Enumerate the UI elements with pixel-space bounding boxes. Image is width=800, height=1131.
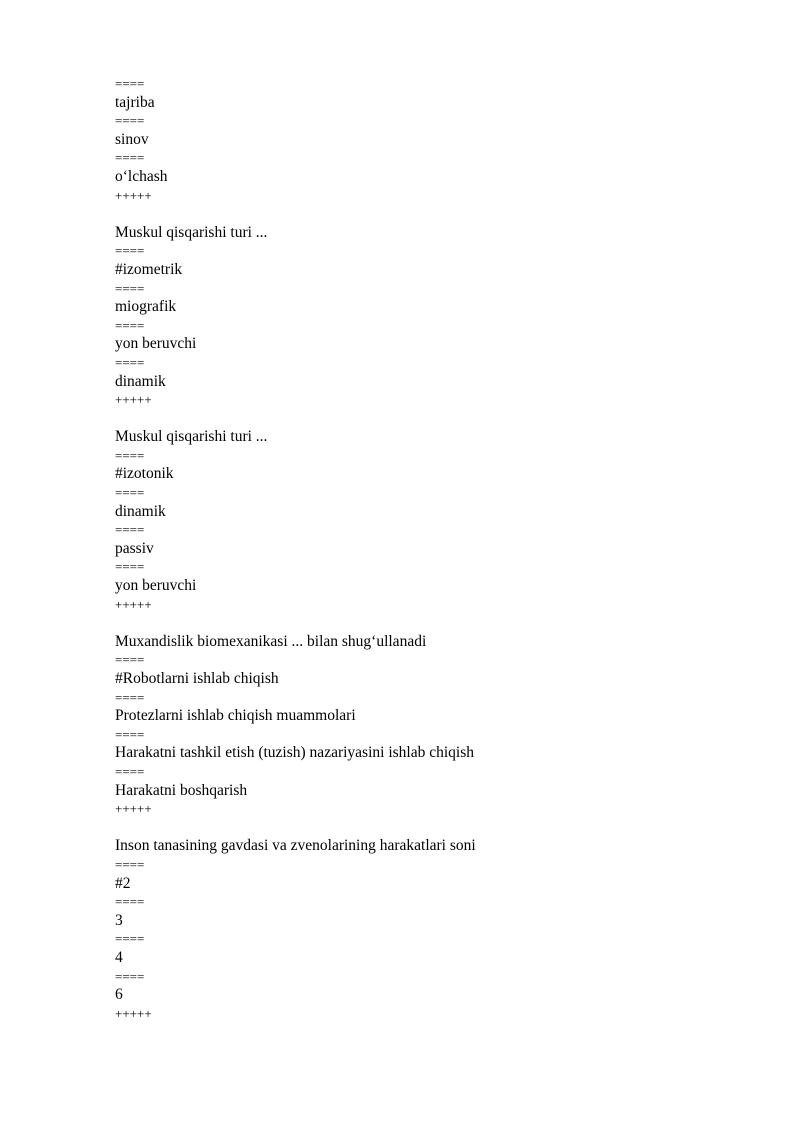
- option-separator: ====: [115, 280, 145, 296]
- block-gap: [115, 205, 755, 224]
- answer-option: dinamik: [115, 372, 166, 390]
- question-text: Inson tanasining gavdasi va zvenolarining harakatlari soni: [115, 837, 476, 855]
- block-gap: [115, 614, 755, 633]
- option-separator: ====: [115, 559, 145, 575]
- option-separator: ====: [115, 485, 145, 501]
- option-separator: ====: [115, 150, 145, 166]
- block-gap: [115, 410, 755, 429]
- answer-option: sinov: [115, 130, 149, 148]
- answer-option: tajriba: [115, 93, 155, 111]
- answer-option: passiv: [115, 539, 154, 557]
- option-separator: ====: [115, 726, 145, 742]
- option-separator: ====: [115, 76, 145, 91]
- answer-option: #Robotlarni ishlab chiqish: [115, 670, 279, 687]
- option-separator: ====: [115, 894, 145, 910]
- block-separator: +++++: [115, 187, 152, 203]
- option-separator: ====: [115, 968, 145, 984]
- document-body: [115, 75, 755, 1023]
- answer-option: Protezlarni ishlab chiqish muammolari: [115, 707, 356, 725]
- option-separator: ====: [115, 317, 145, 333]
- answer-option: dinamik: [115, 502, 166, 520]
- block-separator: +++++: [115, 392, 152, 408]
- option-separator: ====: [115, 354, 145, 370]
- option-separator: ====: [115, 689, 145, 705]
- answer-option: o‘lchash: [115, 167, 168, 185]
- option-separator: ====: [115, 113, 145, 129]
- answer-option: 4: [115, 948, 123, 966]
- option-separator: ====: [115, 763, 145, 779]
- answer-option: yon beruvchi: [115, 577, 197, 595]
- answer-option: miografik: [115, 298, 177, 316]
- option-separator: ====: [115, 652, 145, 668]
- option-separator: ====: [115, 522, 145, 538]
- block-gap: [115, 819, 755, 838]
- option-separator: ====: [115, 856, 145, 872]
- block-separator: +++++: [115, 801, 152, 817]
- option-separator: ====: [115, 243, 145, 259]
- option-separator: ====: [115, 931, 145, 947]
- answer-option: 3: [115, 911, 123, 929]
- answer-option: 6: [115, 986, 123, 1004]
- block-separator: +++++: [115, 596, 152, 612]
- answer-option: yon beruvchi: [115, 335, 197, 353]
- block-separator: +++++: [115, 1005, 152, 1021]
- question-text: Muskul qisqarishi turi ...: [115, 223, 268, 241]
- answer-option: #izotonik: [115, 465, 174, 483]
- question-text: Muskul qisqarishi turi ...: [115, 428, 268, 446]
- answer-option: #izometrik: [115, 260, 183, 278]
- answer-option: #2: [115, 874, 131, 892]
- question-text: Muxandislik biomexanikasi ... bilan shug‘ullanadi: [115, 632, 427, 650]
- answer-option: Harakatni boshqarish: [115, 781, 248, 799]
- option-separator: ====: [115, 447, 145, 463]
- answer-option: Harakatni tashkil etish (tuzish) nazariyasini ishlab chiqish: [115, 744, 474, 762]
